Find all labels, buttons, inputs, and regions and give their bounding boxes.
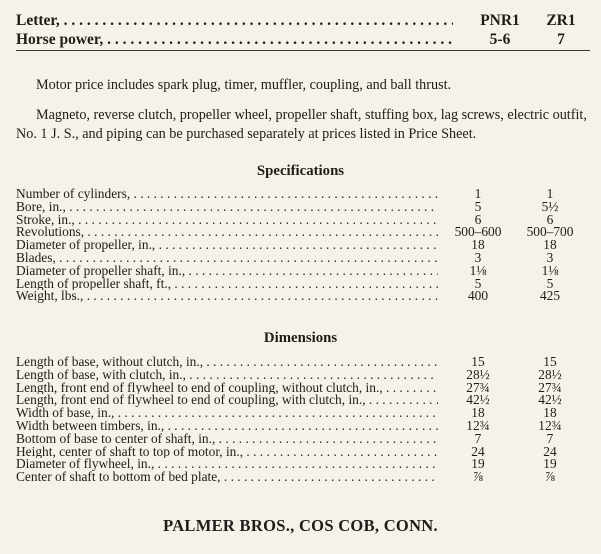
value-pnr1: 27¾ (466, 379, 490, 395)
value-zr1: 425 (539, 288, 561, 304)
value-pnr1: 5 (474, 198, 482, 214)
row-label: Length of base, with clutch, in., . . . (16, 369, 438, 382)
specifications-title: Specifications (256, 163, 345, 179)
value-pnr1: 500–600 (454, 224, 502, 240)
value-pnr1: 1 (474, 186, 482, 201)
header-value-zr1: ZR1 (546, 12, 576, 29)
value-zr1: 1 (546, 186, 554, 201)
header-label: Horse power, . . . (16, 31, 453, 49)
value-zr1: 5½ (541, 198, 559, 214)
header-value-pnr1: 5-6 (489, 31, 511, 48)
value-zr1: 18 (543, 237, 557, 253)
row-label: Diameter of propeller shaft, in., . . . (16, 265, 438, 278)
table-row (16, 249, 590, 265)
value-pnr1: 28½ (466, 366, 490, 382)
row-label: Stroke, in., . . . (16, 214, 438, 227)
value-zr1: 1⅛ (541, 262, 559, 278)
row-label: Length of base, without clutch, in., . . . (16, 356, 438, 369)
value-zr1: 27¾ (538, 379, 562, 395)
dimensions-table (16, 356, 590, 484)
value-zr1: 5 (546, 275, 554, 291)
value-pnr1: 7 (474, 430, 482, 446)
table-row (16, 262, 590, 278)
table-row (16, 379, 590, 395)
row-label: Width between timbers, in., . . . (16, 420, 438, 433)
row-label: Diameter of propeller, in., . . . (16, 239, 438, 252)
header-row-letter (16, 12, 592, 30)
row-label: Bore, in., . . . (16, 201, 438, 214)
row-label: Center of shaft to bottom of bed plate, . . . (16, 471, 438, 484)
motor-price-note: Motor price includes spark plug, timer, muffler, coupling, and ball thrust. (36, 77, 452, 93)
row-label: Diameter of flywheel, in., . . . (16, 458, 438, 471)
value-zr1: 6 (546, 211, 554, 227)
table-row (16, 275, 590, 291)
value-pnr1: 12¾ (466, 417, 490, 433)
table-row (16, 290, 590, 303)
header-value-zr1: 7 (557, 31, 565, 48)
value-pnr1: 3 (474, 249, 482, 265)
value-pnr1: 400 (467, 288, 489, 304)
dimensions-title: Dimensions (263, 330, 338, 346)
table-row (16, 188, 590, 201)
value-pnr1: 15 (471, 354, 485, 369)
value-zr1: ⅞ (544, 469, 556, 485)
value-pnr1: 5 (474, 275, 482, 291)
table-row (16, 430, 590, 446)
value-zr1: 15 (543, 354, 557, 369)
publisher-footer: PALMER BROS., COS COB, CONN. (163, 516, 438, 535)
value-zr1: 19 (543, 456, 557, 472)
table-row (16, 417, 590, 433)
value-zr1: 7 (546, 430, 554, 446)
table-row (16, 443, 590, 459)
row-label: Number of cylinders, . . . (16, 188, 438, 201)
row-label: Revolutions, . . . (16, 226, 438, 239)
table-row (16, 471, 590, 484)
value-pnr1: 24 (471, 443, 485, 459)
value-zr1: 12¾ (538, 417, 562, 433)
table-row (16, 211, 590, 227)
value-zr1: 28½ (538, 366, 562, 382)
value-pnr1: 42½ (466, 392, 490, 408)
table-row (16, 239, 590, 252)
value-pnr1: 18 (471, 405, 485, 421)
table-row (16, 198, 590, 214)
header-row-horse-power (16, 31, 592, 49)
table-row (16, 458, 590, 471)
header-label: Letter, . . . (16, 12, 453, 30)
table-row (16, 394, 590, 407)
value-pnr1: 6 (474, 211, 482, 227)
table-row (16, 356, 590, 369)
table-row (16, 407, 590, 420)
value-zr1: 500–700 (526, 224, 574, 240)
row-label: Blades, . . . (16, 252, 438, 265)
value-pnr1: 1⅛ (469, 262, 487, 278)
value-pnr1: 19 (471, 456, 485, 472)
value-zr1: 42½ (538, 392, 562, 408)
row-label: Height, center of shaft to top of motor, in., . . . (16, 446, 438, 459)
extras-note: Magneto, reverse clutch, propeller wheel, propeller shaft, stuffing box, lag screws, electric outfit, No. 1 J. S., and piping can be purchased separately at prices listed in Price Sheet. (16, 107, 587, 142)
row-label: Bottom of base to center of shaft, in., . . . (16, 433, 438, 446)
row-label: Length, front end of flywheel to end of coupling, with clutch, in., . . . (16, 394, 438, 407)
table-row (16, 366, 590, 382)
row-label: Width of base, in., . . . (16, 407, 438, 420)
header-rule (16, 50, 590, 51)
value-pnr1: 18 (471, 237, 485, 253)
specifications-table (16, 188, 590, 303)
table-row (16, 226, 590, 239)
value-zr1: 18 (543, 405, 557, 421)
row-label: Weight, lbs., . . . (16, 290, 438, 303)
row-label: Length of propeller shaft, ft., . . . (16, 278, 438, 291)
value-zr1: 24 (543, 443, 557, 459)
value-zr1: 3 (546, 249, 554, 265)
row-label: Length, front end of flywheel to end of coupling, without clutch, in., . . . (16, 382, 438, 395)
header-value-pnr1: PNR1 (480, 12, 520, 29)
value-pnr1: ⅞ (472, 469, 484, 485)
